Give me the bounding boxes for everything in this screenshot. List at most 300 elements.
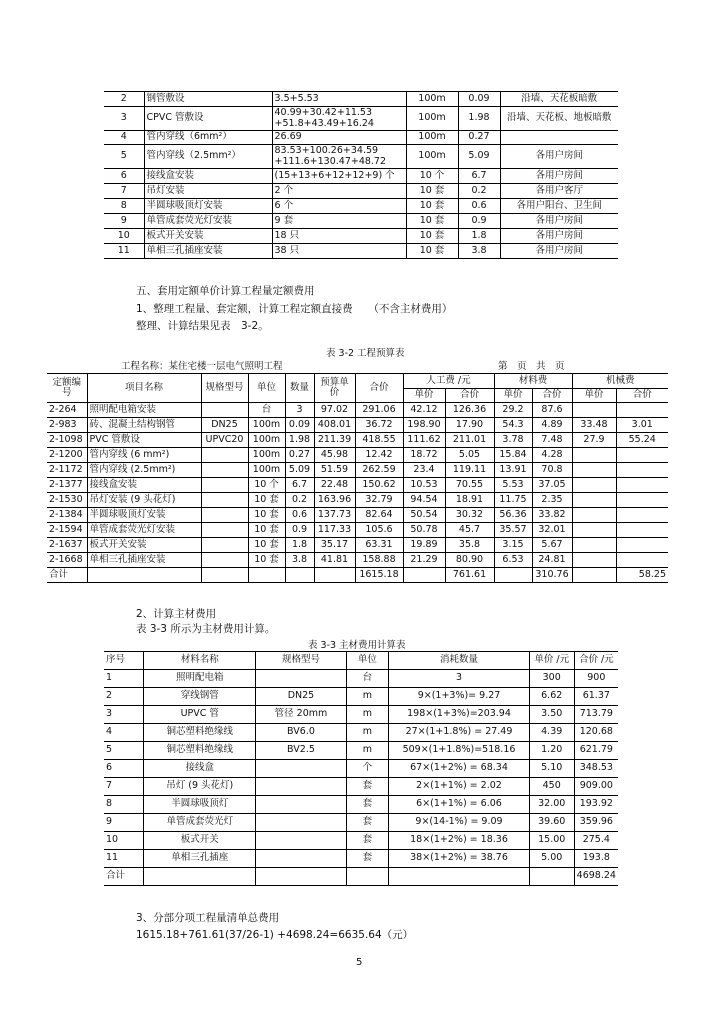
note: 各用户客厅 [500,184,618,199]
material-unit-price: 5.53 [494,478,532,493]
machine-subtotal: 55.24 [616,433,668,448]
total: 909.00 [574,778,618,796]
table-row [47,478,668,493]
unit: 套 [346,814,389,832]
spec [201,493,248,508]
header-spec: 规格型号 [201,374,248,403]
calculation [272,214,406,229]
unit: 10 个 [248,478,285,493]
labor-subtotal: 119.11 [445,463,494,478]
calculation-line: +111.6+130.47+48.72 [274,155,387,167]
table-row [104,229,618,244]
material-unit-price: 56.36 [494,508,532,523]
unit-price: 15.00 [529,832,574,850]
table-row [104,796,618,814]
quantity: 0.27 [458,131,500,145]
sum-label: 合计 [104,868,144,886]
spec [256,850,346,868]
section-description: 表 3-3 所示为主材费用计算。 [136,623,276,635]
unit: 100m [406,92,458,107]
unit: m [346,742,389,760]
unit: 100m [248,463,285,478]
machine-subtotal [616,403,668,418]
spec: UPVC20 [201,433,248,448]
item-name: 半圆球吸顶灯安装 [87,508,201,523]
consumption: 198×(1+3%)=203.94 [389,706,530,724]
unit: 10 套 [406,184,458,199]
material-name: 半圆球吸顶灯 [144,796,256,814]
machine-subtotal: 3.01 [616,418,668,433]
empty-cell [346,868,389,886]
material-name: 铜芯塑料绝缘线 [144,742,256,760]
row-number: 9 [104,814,144,832]
table-row [104,742,618,760]
item-name: 照明配电箱安装 [87,403,201,418]
table-row [47,418,668,433]
row-number: 6 [104,169,144,184]
unit: 10 套 [406,244,458,259]
spec: BV6.0 [256,724,346,742]
table-row [47,553,668,568]
budget-price: 45.98 [314,448,355,463]
quantity: 0.6 [285,508,314,523]
material-unit-price: 3.15 [494,538,532,553]
header-unit: 单位 [248,374,285,403]
quantity: 5.09 [458,145,500,169]
item-name: 钢管敷设 [144,92,272,107]
row-number: 3 [104,706,144,724]
item-name: 接线盒安装 [87,478,201,493]
header-price: 单价 /元 [529,652,574,670]
labor-subtotal: 18.91 [445,493,494,508]
quantity: 3.8 [458,244,500,259]
total: 291.06 [355,403,403,418]
consumption: 6×(1+1%) = 6.06 [389,796,530,814]
table-header-row [47,374,668,389]
total: 900 [574,670,618,688]
unit: 100m [248,418,285,433]
machine-unit-price [572,538,616,553]
empty-cell [87,568,201,583]
header-material-unit-price: 单价 [494,389,532,403]
machine-unit-price [572,403,616,418]
row-number: 5 [104,145,144,169]
item-name: 半圆球吸顶灯安装 [144,199,272,214]
table-row [47,433,668,448]
material-name: 单相三孔插座 [144,850,256,868]
unit-price: 300 [529,670,574,688]
labor-subtotal: 30.32 [445,508,494,523]
material-subtotal: 37.05 [532,478,572,493]
row-number: 5 [104,742,144,760]
unit: 10 套 [248,493,285,508]
budget-price: 137.73 [314,508,355,523]
total: 120.68 [574,724,618,742]
material-subtotal: 4.28 [532,448,572,463]
total: 82.64 [355,508,403,523]
spec: BV2.5 [256,742,346,760]
spec [201,448,248,463]
table-row [104,724,618,742]
sum-total: 4698.24 [574,868,618,886]
page-info: 第 页 共 页 [498,361,565,372]
header-total: 合价 [355,374,403,403]
spec [201,508,248,523]
unit: 10 套 [248,538,285,553]
unit: 台 [346,670,389,688]
labor-subtotal: 5.05 [445,448,494,463]
unit: 套 [346,850,389,868]
unit-price: 1.20 [529,742,574,760]
sum-total: 1615.18 [355,568,403,583]
section-item-continuation: 整理、计算结果见表 3-2。 [136,320,269,332]
material-name: UPVC 管 [144,706,256,724]
machine-unit-price [572,463,616,478]
labor-unit-price: 10.53 [403,478,445,493]
labor-unit-price: 198.90 [403,418,445,433]
item-name: 吊灯安装 (9 头花灯) [87,493,201,508]
quota-code: 2-983 [47,418,87,433]
table-header-row [104,652,618,670]
budget-price: 408.01 [314,418,355,433]
table-row [104,778,618,796]
quota-code: 2-1377 [47,478,87,493]
note: 各用户房间 [500,229,618,244]
spec: DN25 [256,688,346,706]
item-name: 吊灯安装 [144,184,272,199]
calculation [272,92,406,107]
unit-price: 6.62 [529,688,574,706]
budget-price: 97.02 [314,403,355,418]
quantity: 0.2 [458,184,500,199]
table-row [47,493,668,508]
spec [256,814,346,832]
table-row [104,214,618,229]
table-row [47,523,668,538]
empty-cell [144,868,256,886]
machine-subtotal [616,478,668,493]
quantity: 0.9 [458,214,500,229]
spec: 管径 20mm [256,706,346,724]
row-number: 3 [104,107,144,131]
item-name: 管内穿线（2.5mm²） [144,145,272,169]
labor-subtotal: 17.90 [445,418,494,433]
labor-subtotal: 45.7 [445,523,494,538]
total-formula: 1615.18+761.61(37/26-1) +4698.24=6635.64（元） [136,929,414,941]
calculation-line: 26.69 [274,131,302,143]
calculation [272,199,406,214]
quota-code: 2-1098 [47,433,87,448]
material-unit-price: 11.75 [494,493,532,508]
table-row [104,184,618,199]
spec [201,478,248,493]
table-row [104,145,618,169]
page-number: 5 [356,957,363,968]
table-row [104,706,618,724]
table-row [47,403,668,418]
quantity: 6.7 [285,478,314,493]
labor-unit-price: 94.54 [403,493,445,508]
header-consumption: 消耗数量 [389,652,530,670]
quantity: 0.09 [285,418,314,433]
unit: 10 套 [248,508,285,523]
header-budget-price: 预算单价 [314,374,355,403]
spec [201,523,248,538]
item-name: 砖、混凝土结构钢管 [87,418,201,433]
table-row [104,131,618,145]
unit-price: 3.50 [529,706,574,724]
header-code: 定额编号 [47,374,87,403]
total: 32.79 [355,493,403,508]
spec [256,760,346,778]
project-name: 工程名称：某住宅楼一层电气照明工程 [121,361,283,372]
header-name: 项目名称 [87,374,201,403]
spec: DN25 [201,418,248,433]
labor-unit-price: 23.4 [403,463,445,478]
header-total: 合价 /元 [574,652,618,670]
unit: 套 [346,778,389,796]
note: 各用户房间 [500,244,618,259]
empty-cell [256,868,346,886]
row-number: 1 [104,670,144,688]
quota-code: 2-1384 [47,508,87,523]
table-row [47,508,668,523]
section-item: 1、整理工程量、套定额，计算工程定额直接费 （不含主材费用） [136,303,453,315]
note: 沿墙、天花板、地板暗敷 [500,107,618,131]
header-name: 材料名称 [144,652,256,670]
machine-unit-price [572,508,616,523]
unit-price: 32.00 [529,796,574,814]
empty-cell [389,868,530,886]
machine-unit-price [572,553,616,568]
material-unit-price: 35.57 [494,523,532,538]
labor-unit-price: 19.89 [403,538,445,553]
empty-cell [494,568,532,583]
quota-code: 2-264 [47,403,87,418]
table-row [104,760,618,778]
budget-table [47,373,668,583]
material-unit-price: 15.84 [494,448,532,463]
material-unit-price: 13.91 [494,463,532,478]
quota-code: 2-1530 [47,493,87,508]
empty-cell [529,868,574,886]
table-row [47,463,668,478]
machine-unit-price: 33.48 [572,418,616,433]
material-name: 铜芯塑料绝缘线 [144,724,256,742]
header-labor: 人工费 /元 [403,374,494,389]
quantity-table-body [104,92,618,259]
material-subtotal: 33.82 [532,508,572,523]
total: 158.88 [355,553,403,568]
material-name: 穿线钢管 [144,688,256,706]
calculation [272,229,406,244]
material-subtotal: 70.8 [532,463,572,478]
budget-price: 211.39 [314,433,355,448]
calculation-line: 38 只 [274,244,300,256]
header-qty: 数量 [285,374,314,403]
budget-price: 22.48 [314,478,355,493]
sum-material: 310.76 [532,568,572,583]
total: 621.79 [574,742,618,760]
main-material-table [104,651,618,886]
table-row [104,92,618,107]
row-number: 11 [104,850,144,868]
empty-cell [201,568,248,583]
quantity: 0.9 [285,523,314,538]
material-name: 照明配电箱 [144,670,256,688]
consumption: 3 [389,670,530,688]
unit: 台 [248,403,285,418]
unit-price: 5.00 [529,850,574,868]
unit: 100m [406,131,458,145]
machine-unit-price [572,523,616,538]
total: 63.31 [355,538,403,553]
labor-unit-price: 21.29 [403,553,445,568]
unit: 100m [248,433,285,448]
spec [256,778,346,796]
section-heading: 五、套用定额单价计算工程量定额费用 [136,285,315,297]
spec [201,463,248,478]
calculation-line: 18 只 [274,229,300,241]
calculation-line: 9 套 [274,214,294,226]
unit: 个 [346,760,389,778]
table-row [104,850,618,868]
table-row [104,670,618,688]
machine-subtotal [616,553,668,568]
calculation-line: +51.8+43.49+16.24 [274,117,374,129]
calculation [272,107,406,131]
machine-subtotal [616,493,668,508]
quantity: 1.8 [458,229,500,244]
consumption: 38×(1+2%) = 38.76 [389,850,530,868]
material-name: 接线盒 [144,760,256,778]
note: 各用户房间 [500,214,618,229]
item-name: 板式开关安装 [87,538,201,553]
sum-labor: 761.61 [445,568,494,583]
consumption: 9×(1+3%)= 9.27 [389,688,530,706]
section-heading: 3、分部分项工程量清单总费用 [136,912,280,924]
quantity: 1.98 [285,433,314,448]
unit: 10 套 [406,214,458,229]
quantity-table [104,91,618,259]
note [500,131,618,145]
quantity: 0.09 [458,92,500,107]
item-name: 管内穿线 (6 mm²) [87,448,201,463]
total: 105.6 [355,523,403,538]
sum-label: 合计 [47,568,87,583]
note: 沿墙、天花板暗敷 [500,92,618,107]
total: 275.4 [574,832,618,850]
labor-unit-price: 111.62 [403,433,445,448]
machine-subtotal [616,463,668,478]
budget-price: 163.96 [314,493,355,508]
item-name: PVC 管敷设 [87,433,201,448]
calculation [272,169,406,184]
machine-subtotal [616,538,668,553]
labor-unit-price: 50.54 [403,508,445,523]
header-labor-subtotal: 合价 [445,389,494,403]
header-spec: 规格型号 [256,652,346,670]
quota-code: 2-1594 [47,523,87,538]
row-number: 4 [104,131,144,145]
machine-subtotal [616,448,668,463]
row-number: 9 [104,214,144,229]
material-subtotal: 5.67 [532,538,572,553]
calculation-line: 3.5+5.53 [274,92,319,104]
quota-code: 2-1200 [47,448,87,463]
consumption: 18×(1+2%) = 18.36 [389,832,530,850]
header-unit: 单位 [346,652,389,670]
unit-price: 4.39 [529,724,574,742]
total: 193.92 [574,796,618,814]
labor-subtotal: 70.55 [445,478,494,493]
calculation [272,145,406,169]
consumption: 67×(1+2%) = 68.34 [389,760,530,778]
total: 262.59 [355,463,403,478]
material-name: 板式开关 [144,832,256,850]
material-unit-price: 29.2 [494,403,532,418]
budget-price: 117.33 [314,523,355,538]
table-row [47,448,668,463]
note: 各用户房间 [500,169,618,184]
header-material: 材料费 [494,374,572,389]
budget-price: 35.17 [314,538,355,553]
empty-cell [248,568,285,583]
machine-subtotal [616,508,668,523]
material-subtotal: 32.01 [532,523,572,538]
unit: 套 [346,832,389,850]
item-name: 管内穿线 (2.5mm²) [87,463,201,478]
table-row [104,814,618,832]
budget-table-body [47,374,668,583]
machine-unit-price [572,493,616,508]
total: 348.53 [574,760,618,778]
row-number: 7 [104,184,144,199]
row-number: 8 [104,199,144,214]
empty-cell [314,568,355,583]
unit-price: 450 [529,778,574,796]
calculation [272,244,406,259]
spec [201,553,248,568]
material-name: 吊灯 (9 头花灯) [144,778,256,796]
material-unit-price: 3.78 [494,433,532,448]
material-subtotal: 87.6 [532,403,572,418]
budget-price: 41.81 [314,553,355,568]
unit: 10 个 [406,169,458,184]
material-name: 单管成套荧光灯 [144,814,256,832]
unit: 套 [346,796,389,814]
note: 各用户房间 [500,145,618,169]
material-subtotal: 24.81 [532,553,572,568]
row-number: 8 [104,796,144,814]
item-name: 板式开关安装 [144,229,272,244]
table-caption: 表 3-3 主材费用计算表 [308,640,406,651]
quota-code: 2-1172 [47,463,87,478]
quantity: 6.7 [458,169,500,184]
row-number: 2 [104,688,144,706]
header-machine-unit-price: 单价 [572,389,616,403]
header-material-subtotal: 合价 [532,389,572,403]
unit: 10 套 [406,229,458,244]
table-row [104,688,618,706]
spec [201,538,248,553]
total: 193.8 [574,850,618,868]
consumption: 2×(1+1%) = 2.02 [389,778,530,796]
calculation [272,131,406,145]
material-unit-price: 6.53 [494,553,532,568]
budget-price: 51.59 [314,463,355,478]
row-number: 10 [104,832,144,850]
